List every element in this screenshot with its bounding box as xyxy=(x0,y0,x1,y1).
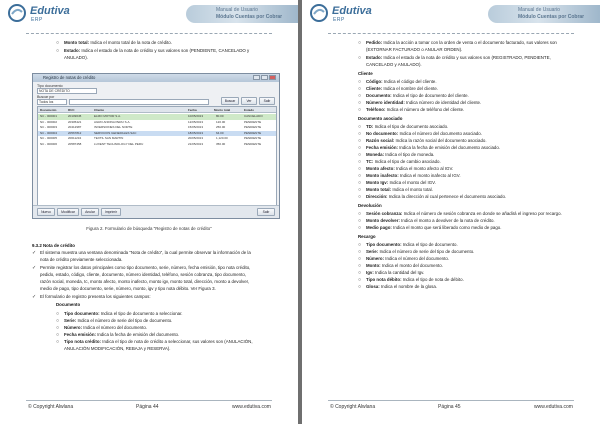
list-item: Número: Indica el número del documento. xyxy=(64,325,147,330)
list-item: Tipo nota crédito: Indica el tipo de nota de crédito a seleccionar, sus valores son (ANULACIÓN, xyxy=(64,339,253,344)
list-item: Tipo nota débito: Indica el tipo de nota de débito. xyxy=(366,277,464,282)
window-title: Registro de notas de crédito xyxy=(33,74,279,82)
bullet-icon: ○ xyxy=(56,311,60,317)
brand-sub: ERP xyxy=(333,17,345,23)
bullet-icon: ○ xyxy=(358,187,362,193)
view-button[interactable]: Ver xyxy=(241,97,257,105)
bullet-icon: ○ xyxy=(358,263,362,269)
brand-name: Edutiva xyxy=(30,5,70,17)
section-title: 9.3.2 Nota de crédito xyxy=(32,243,75,248)
bullet-icon: ○ xyxy=(358,211,362,217)
bullet-icon: ○ xyxy=(358,249,362,255)
list-item: Código: Indica el código del cliente. xyxy=(366,79,437,84)
bullet-icon: ○ xyxy=(358,86,362,92)
bullet-icon: ○ xyxy=(358,131,362,137)
list-item: Dirección: Indica la dirección al cual pertenece el documento asociado. xyxy=(366,194,507,199)
bullet-icon: ○ xyxy=(358,173,362,179)
figure-caption: Figura 2. Formulario de búsqueda "Registro de notas de crédito" xyxy=(86,226,212,231)
bullet-icon: ○ xyxy=(358,242,362,248)
search-input[interactable] xyxy=(69,99,209,105)
list-item-cont: CANCELADO y ANULADO). xyxy=(366,62,422,67)
check-icon: ✓ xyxy=(32,294,37,300)
footer-copyright: © Copyright Alwlana xyxy=(330,404,376,410)
col-documento[interactable]: Documento xyxy=(40,108,57,112)
col-ruc[interactable]: RUC xyxy=(68,108,75,112)
list-item-cont: ANULACIÓN MODIFICACIÓN, REBAJA y RESERVA). xyxy=(64,346,171,351)
bullet-icon: ○ xyxy=(358,270,362,276)
list-item: TC: Indica el tipo de cambio asociado. xyxy=(366,159,441,164)
col-monto[interactable]: Monto total xyxy=(214,108,231,112)
close-icon[interactable] xyxy=(269,75,276,80)
exit-button[interactable]: Salir xyxy=(259,97,275,105)
header-divider xyxy=(26,33,272,34)
list-item: Tipo documento: Indica el tipo de documento a seleccionar. xyxy=(64,311,183,316)
cancel-button[interactable]: Anular xyxy=(81,208,99,216)
footer-divider xyxy=(328,400,574,401)
paragraph-line: El formulario de registro presenta los siguientes campos: xyxy=(40,294,151,299)
list-item: Monto: Indica el monto del documento. xyxy=(366,263,443,268)
list-item: Monto afecto: Indica el monto afecto al IGV. xyxy=(366,166,454,171)
paragraph-line: pedido, estado, código, cliente, documento, número identidad, teléfono, sesión cobranza, tipo documento, xyxy=(40,272,247,277)
banner-line1: Manual de Usuario xyxy=(518,7,560,13)
header-divider xyxy=(328,33,574,34)
buscar-select[interactable]: Todos los xyxy=(37,99,67,105)
list-item: Fecha emisión: Indica la fecha de emisión del documento. xyxy=(64,332,180,337)
table-row[interactable]: NC - 000002 20305421 AGRO ANDINA PERU S.A. 12/05/2013 120.00 PENDIENTE xyxy=(40,119,262,124)
list-item: Cliente: Indica el nombre del cliente. xyxy=(366,86,439,91)
list-item: Glosa: Indica el nombre de la glosa. xyxy=(366,284,438,289)
list-item: Número: Indica el número del documento. xyxy=(366,256,449,261)
list-item: Serie: Indica el número de serie del tipo de documento. xyxy=(64,318,173,323)
new-button[interactable]: Nuevo xyxy=(37,208,55,216)
print-button[interactable]: Imprimir xyxy=(101,208,121,216)
col-fecha[interactable]: Fecha xyxy=(188,108,197,112)
results-grid[interactable] xyxy=(37,106,277,206)
maximize-icon[interactable] xyxy=(261,75,268,80)
banner-line2: Módulo Cuentas por Cobrar xyxy=(216,14,283,20)
edutiva-logo-icon xyxy=(8,4,26,22)
brand-sub: ERP xyxy=(31,17,43,23)
list-item: TD: Indica el tipo de documento asociado. xyxy=(366,124,449,129)
table-row[interactable]: NC - 000001 20109645 ELMO MOTOR S.A. 10/05/2013 80.00 CANCELADO xyxy=(38,114,276,120)
bullet-icon: ○ xyxy=(358,256,362,262)
bullet-icon: ○ xyxy=(56,318,60,324)
list-item: Estado: Indica el estado de la nota de crédito y sus valores son (REGISTRADO, PENDIENTE, xyxy=(366,55,551,60)
bullet-icon: ○ xyxy=(358,55,362,61)
list-item: Documento: Indica el tipo de documento del cliente. xyxy=(366,93,469,98)
list-item: Fecha emisión: Indica la fecha de emisión del documento asociado. xyxy=(366,145,501,150)
list-item: Monto total: Indica el monto total. xyxy=(366,187,433,192)
list-item: Monto devolver: Indica el monto a devolver de la nota de crédito. xyxy=(366,218,495,223)
list-item: Estado: Indica el estado de la nota de crédito y sus valores son (PENDIENTE, CANCELADO y xyxy=(64,48,250,53)
bullet-icon: ○ xyxy=(358,124,362,130)
list-item: Monto inafecto: Indica el monto inafecto al IGV. xyxy=(366,173,461,178)
bullet-icon: ○ xyxy=(358,107,362,113)
grid-header xyxy=(38,107,276,113)
subsection-title: Documento xyxy=(56,302,81,307)
minimize-icon[interactable] xyxy=(253,75,260,80)
list-item: Número identidad: Indica número de identidad del cliente. xyxy=(366,100,482,105)
table-row[interactable]: NC - 000003 20412987 INVERSIONES DEL NORTE 15/05/2013 250.00 PENDIENTE xyxy=(40,125,262,129)
screenshot-window xyxy=(32,73,280,219)
page-header xyxy=(0,0,298,30)
bullet-icon: ○ xyxy=(358,138,362,144)
list-item: Sesión cobranza: Indica el número de sesión cobranza en donde se añadirá el ingreso por recargo. xyxy=(366,211,562,216)
paragraph-line: razón social, moneda, tc, monto afecto, monto inafecto, monto igv, monto total, dirección, monto a devolver, xyxy=(40,279,250,284)
header-banner xyxy=(186,5,298,23)
section-title: Cliente xyxy=(358,71,373,76)
brand-name: Edutiva xyxy=(332,5,372,17)
modify-button[interactable]: Modificar xyxy=(57,208,79,216)
close-button[interactable]: Salir xyxy=(257,208,275,216)
list-item: Medio pago: Indica el monto que será liberado como medio de pago. xyxy=(366,225,502,230)
list-item: Serie: Indica el número de serie del tipo de documento. xyxy=(366,249,475,254)
bullet-icon: ○ xyxy=(358,152,362,158)
bullet-icon: ○ xyxy=(56,339,60,345)
list-item: Tipo documento: Indica el tipo de documento. xyxy=(366,242,458,247)
check-icon: ✓ xyxy=(32,250,37,256)
page-45 xyxy=(302,0,600,424)
footer-site-link[interactable]: www.edutiva.com xyxy=(534,404,573,410)
search-button[interactable]: Buscar xyxy=(221,97,239,105)
paragraph-line: nota de crédito previamente seleccionada. xyxy=(40,257,123,262)
list-item: Moneda: Indica el tipo de moneda. xyxy=(366,152,435,157)
tipo-select[interactable]: NOTA DE CRÉDITO xyxy=(37,88,97,94)
list-item: Razón social: Indica la razón social del documento asociado. xyxy=(366,138,487,143)
table-row[interactable]: NC - 000006 20587458 LUXENT TECHNOLOGY DEL PERU 21/05/2013 350.00 PENDIENTE xyxy=(40,141,262,146)
bullet-icon: ○ xyxy=(358,194,362,200)
list-item: Pedido: Indica la acción a tomar con la orden de venta o el documento facturado, sus valores son xyxy=(366,40,557,45)
table-row[interactable]: NC - 000005 20611234 TEXTIL SAN MARTIN 20/05/2013 1,120.00 PENDIENTE xyxy=(40,136,262,140)
banner-line1: Manual de Usuario xyxy=(216,7,258,13)
tipo-label: Tipo documento xyxy=(37,84,63,88)
paragraph-line: medio de pago, tipo documento, serie, número, monto, igv y tipo nota débito. Ver Figura 3. xyxy=(40,286,216,291)
list-item: Monto total: Indica el monto total de la nota de crédito. xyxy=(64,40,172,45)
check-icon: ✓ xyxy=(32,265,37,271)
page-number: Página 45 xyxy=(438,404,461,410)
list-item-cont: ANULADO). xyxy=(64,55,88,60)
paragraph-line: Permite registrar los datos principales como tipo documento, serie, número, fecha emisión, tipo nota crédito, xyxy=(40,265,251,270)
bullet-icon: ○ xyxy=(358,100,362,106)
window-controls xyxy=(253,75,276,81)
bullet-icon: ○ xyxy=(56,325,60,331)
section-title: Recargo xyxy=(358,234,376,239)
section-title: Documento asociado xyxy=(358,116,403,121)
bullet-icon: ○ xyxy=(358,180,362,186)
bullet-icon: ○ xyxy=(358,225,362,231)
edutiva-logo-icon xyxy=(310,4,328,22)
page-header xyxy=(302,0,600,30)
footer-copyright: © Copyright Alwlana xyxy=(28,404,74,410)
bullet-icon: ○ xyxy=(358,145,362,151)
window-toolbar xyxy=(33,205,279,218)
col-cliente[interactable]: Cliente xyxy=(94,108,105,112)
bullet-icon: ○ xyxy=(56,332,60,338)
footer-divider xyxy=(26,400,272,401)
table-row[interactable]: NC - 000004 20567812 SERVICIOS GENERALES SAC 18/05/2013 64.00 PENDIENTE xyxy=(38,131,276,137)
list-item: Igv: Indica la cantidad del Igv. xyxy=(366,270,425,275)
page-44 xyxy=(0,0,298,424)
bullet-icon: ○ xyxy=(358,40,362,46)
bullet-icon: ○ xyxy=(358,218,362,224)
bullet-icon: ○ xyxy=(358,284,362,290)
list-item: Monto Igv: Indica el monto del IGV. xyxy=(366,180,436,185)
list-item-cont: (EXTORNAR FACTURADO o ANULAR ORDEN). xyxy=(366,47,463,52)
bullet-icon: ○ xyxy=(358,166,362,172)
bullet-icon: ○ xyxy=(358,277,362,283)
bullet-icon: ○ xyxy=(358,93,362,99)
bullet-icon: ○ xyxy=(358,79,362,85)
section-title: Devolución xyxy=(358,203,382,208)
page-number: Página 44 xyxy=(136,404,159,410)
bullet-icon: ○ xyxy=(358,159,362,165)
paragraph-line: El sistema muestra una ventana denominada "Nota de crédito", la cual permite observar la información de la xyxy=(40,250,251,255)
footer-site-link[interactable]: www.edutiva.com xyxy=(232,404,271,410)
list-item: Teléfono: Indica el número de teléfono del cliente. xyxy=(366,107,465,112)
buscar-label: Buscar por xyxy=(37,95,55,99)
list-item: No documento: Indica el número del documento asociado. xyxy=(366,131,482,136)
bullet-icon: ○ xyxy=(56,40,60,46)
banner-line2: Módulo Cuentas por Cobrar xyxy=(518,14,585,20)
col-estado[interactable]: Estado xyxy=(244,108,255,112)
header-banner xyxy=(488,5,600,23)
bullet-icon: ○ xyxy=(56,48,60,54)
